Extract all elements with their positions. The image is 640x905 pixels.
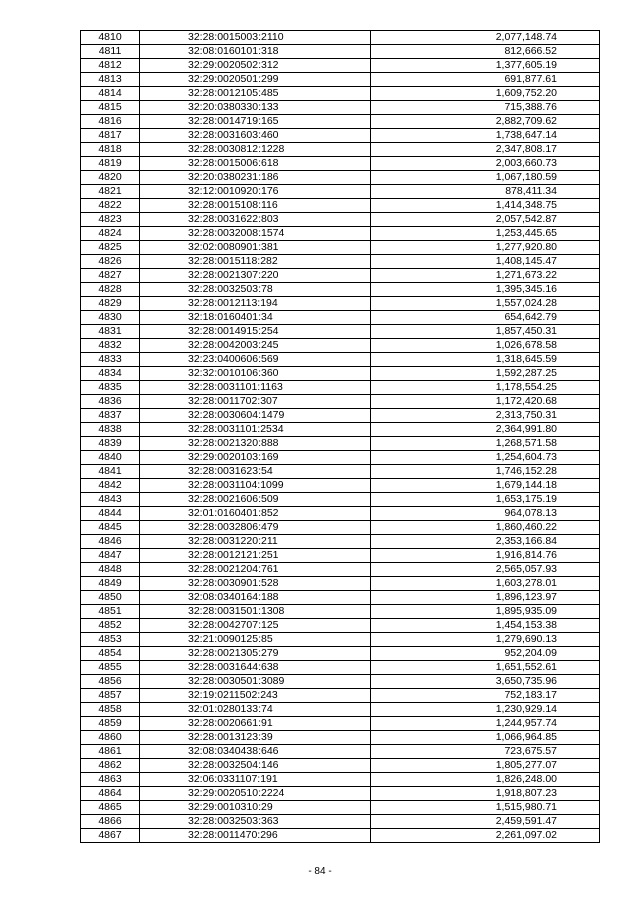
row-number: 4844 (81, 507, 140, 521)
cadastral-number: 32:12:0010920:176 (140, 185, 371, 199)
table-row (81, 745, 600, 759)
cadastral-number: 32:18:0160401:34 (140, 311, 371, 325)
table-row (81, 325, 600, 339)
cadastral-value: 2,057,542.87 (371, 213, 600, 227)
cadastral-number: 32:28:0031603:460 (140, 129, 371, 143)
cadastral-value: 1,395,345.16 (371, 283, 600, 297)
table-row (81, 283, 600, 297)
row-number: 4834 (81, 367, 140, 381)
cadastral-number: 32:28:0012121:251 (140, 549, 371, 563)
cadastral-value: 1,609,752.20 (371, 87, 600, 101)
row-number: 4857 (81, 689, 140, 703)
cadastral-value: 1,026,678.58 (371, 339, 600, 353)
cadastral-value: 2,353,166.84 (371, 535, 600, 549)
row-number: 4862 (81, 759, 140, 773)
cadastral-number: 32:28:0020661:91 (140, 717, 371, 731)
cadastral-value: 1,178,554.25 (371, 381, 600, 395)
cadastral-number: 32:28:0012105:485 (140, 87, 371, 101)
row-number: 4842 (81, 479, 140, 493)
cadastral-number: 32:28:0032806:479 (140, 521, 371, 535)
table-row (81, 185, 600, 199)
row-number: 4861 (81, 745, 140, 759)
row-number: 4817 (81, 129, 140, 143)
cadastral-value: 1,253,445.65 (371, 227, 600, 241)
cadastral-value: 1,230,929.14 (371, 703, 600, 717)
row-number: 4813 (81, 73, 140, 87)
table-row (81, 171, 600, 185)
row-number: 4812 (81, 59, 140, 73)
table-row (81, 87, 600, 101)
cadastral-number: 32:28:0021305:279 (140, 647, 371, 661)
cadastral-value: 691,877.61 (371, 73, 600, 87)
cadastral-number: 32:28:0021204:761 (140, 563, 371, 577)
cadastral-number: 32:23:0400606:569 (140, 353, 371, 367)
cadastral-value: 964,078.13 (371, 507, 600, 521)
table-row (81, 339, 600, 353)
row-number: 4846 (81, 535, 140, 549)
cadastral-value: 1,515,980.71 (371, 801, 600, 815)
table-row (81, 703, 600, 717)
cadastral-value: 3,650,735.96 (371, 675, 600, 689)
table-row (81, 493, 600, 507)
cadastral-value-table (80, 30, 600, 843)
table-row (81, 829, 600, 843)
row-number: 4810 (81, 31, 140, 45)
cadastral-value: 1,746,152.28 (371, 465, 600, 479)
table-row (81, 591, 600, 605)
cadastral-number: 32:28:0014719:165 (140, 115, 371, 129)
cadastral-number: 32:21:0090125:85 (140, 633, 371, 647)
table-row (81, 409, 600, 423)
cadastral-value: 1,895,935.09 (371, 605, 600, 619)
cadastral-value: 1,377,605.19 (371, 59, 600, 73)
cadastral-number: 32:28:0030812:1228 (140, 143, 371, 157)
cadastral-value: 1,653,175.19 (371, 493, 600, 507)
cadastral-number: 32:28:0030604:1479 (140, 409, 371, 423)
table-row (81, 717, 600, 731)
row-number: 4859 (81, 717, 140, 731)
row-number: 4830 (81, 311, 140, 325)
cadastral-value: 2,882,709.62 (371, 115, 600, 129)
cadastral-number: 32:02:0080901:381 (140, 241, 371, 255)
table-row (81, 241, 600, 255)
cadastral-value: 654,642.79 (371, 311, 600, 325)
table-row (81, 577, 600, 591)
row-number: 4850 (81, 591, 140, 605)
table-row (81, 521, 600, 535)
row-number: 4816 (81, 115, 140, 129)
cadastral-value: 878,411.34 (371, 185, 600, 199)
cadastral-number: 32:28:0014915:254 (140, 325, 371, 339)
table-row (81, 731, 600, 745)
cadastral-number: 32:08:0340438:646 (140, 745, 371, 759)
table-row (81, 801, 600, 815)
row-number: 4815 (81, 101, 140, 115)
table-row (81, 689, 600, 703)
cadastral-value: 812,666.52 (371, 45, 600, 59)
cadastral-number: 32:29:0010310:29 (140, 801, 371, 815)
cadastral-number: 32:08:0160101:318 (140, 45, 371, 59)
row-number: 4824 (81, 227, 140, 241)
cadastral-value: 2,077,148.74 (371, 31, 600, 45)
cadastral-value: 2,459,591.47 (371, 815, 600, 829)
cadastral-value: 1,557,024.28 (371, 297, 600, 311)
table-row (81, 269, 600, 283)
cadastral-number: 32:29:0020510:2224 (140, 787, 371, 801)
table-row (81, 143, 600, 157)
table-row (81, 479, 600, 493)
cadastral-value: 723,675.57 (371, 745, 600, 759)
row-number: 4837 (81, 409, 140, 423)
table-row (81, 297, 600, 311)
cadastral-number: 32:28:0032008:1574 (140, 227, 371, 241)
table-row (81, 451, 600, 465)
cadastral-value: 2,347,808.17 (371, 143, 600, 157)
row-number: 4829 (81, 297, 140, 311)
table-row (81, 45, 600, 59)
table-row (81, 675, 600, 689)
cadastral-number: 32:28:0015006:618 (140, 157, 371, 171)
cadastral-number: 32:28:0015118:282 (140, 255, 371, 269)
cadastral-number: 32:28:0042707:125 (140, 619, 371, 633)
row-number: 4826 (81, 255, 140, 269)
row-number: 4839 (81, 437, 140, 451)
cadastral-number: 32:28:0031622:803 (140, 213, 371, 227)
cadastral-number: 32:28:0021320:888 (140, 437, 371, 451)
row-number: 4811 (81, 45, 140, 59)
cadastral-number: 32:29:0020501:299 (140, 73, 371, 87)
cadastral-value: 2,003,660.73 (371, 157, 600, 171)
table-row (81, 661, 600, 675)
row-number: 4854 (81, 647, 140, 661)
row-number: 4823 (81, 213, 140, 227)
cadastral-value: 1,067,180.59 (371, 171, 600, 185)
row-number: 4841 (81, 465, 140, 479)
table-row (81, 115, 600, 129)
cadastral-value: 1,277,920.80 (371, 241, 600, 255)
row-number: 4818 (81, 143, 140, 157)
cadastral-value: 1,592,287.25 (371, 367, 600, 381)
cadastral-number: 32:28:0015003:2110 (140, 31, 371, 45)
cadastral-number: 32:08:0340164:188 (140, 591, 371, 605)
row-number: 4827 (81, 269, 140, 283)
cadastral-number: 32:28:0013123:39 (140, 731, 371, 745)
cadastral-value: 1,268,571.58 (371, 437, 600, 451)
cadastral-number: 32:28:0030901:528 (140, 577, 371, 591)
row-number: 4845 (81, 521, 140, 535)
cadastral-value: 1,279,690.13 (371, 633, 600, 647)
table-row (81, 633, 600, 647)
table-row (81, 773, 600, 787)
row-number: 4828 (81, 283, 140, 297)
cadastral-number: 32:28:0012113:194 (140, 297, 371, 311)
table-row (81, 507, 600, 521)
cadastral-number: 32:28:0032504:146 (140, 759, 371, 773)
row-number: 4821 (81, 185, 140, 199)
row-number: 4863 (81, 773, 140, 787)
row-number: 4822 (81, 199, 140, 213)
row-number: 4849 (81, 577, 140, 591)
cadastral-value: 1,826,248.00 (371, 773, 600, 787)
row-number: 4864 (81, 787, 140, 801)
table-row (81, 423, 600, 437)
cadastral-value: 1,414,348.75 (371, 199, 600, 213)
cadastral-value: 715,388.76 (371, 101, 600, 115)
cadastral-number: 32:20:0380330:133 (140, 101, 371, 115)
table-row (81, 437, 600, 451)
row-number: 4832 (81, 339, 140, 353)
row-number: 4833 (81, 353, 140, 367)
table-row (81, 59, 600, 73)
row-number: 4831 (81, 325, 140, 339)
row-number: 4825 (81, 241, 140, 255)
table-row (81, 619, 600, 633)
cadastral-value: 1,738,647.14 (371, 129, 600, 143)
cadastral-number: 32:01:0280133:74 (140, 703, 371, 717)
row-number: 4843 (81, 493, 140, 507)
cadastral-number: 32:28:0021307:220 (140, 269, 371, 283)
table-row (81, 31, 600, 45)
cadastral-number: 32:28:0042003:245 (140, 339, 371, 353)
cadastral-value: 1,857,450.31 (371, 325, 600, 339)
table-row (81, 73, 600, 87)
row-number: 4858 (81, 703, 140, 717)
cadastral-value: 1,805,277.07 (371, 759, 600, 773)
row-number: 4819 (81, 157, 140, 171)
table-row (81, 367, 600, 381)
table-row (81, 395, 600, 409)
row-number: 4848 (81, 563, 140, 577)
table-row (81, 549, 600, 563)
row-number: 4836 (81, 395, 140, 409)
cadastral-number: 32:28:0011702:307 (140, 395, 371, 409)
table-row (81, 353, 600, 367)
cadastral-number: 32:28:0031220:211 (140, 535, 371, 549)
cadastral-value: 1,172,420.68 (371, 395, 600, 409)
cadastral-value: 1,066,964.85 (371, 731, 600, 745)
cadastral-value: 952,204.09 (371, 647, 600, 661)
row-number: 4856 (81, 675, 140, 689)
row-number: 4865 (81, 801, 140, 815)
row-number: 4847 (81, 549, 140, 563)
cadastral-number: 32:28:0011470:296 (140, 829, 371, 843)
cadastral-number: 32:28:0031623:54 (140, 465, 371, 479)
cadastral-value: 1,271,673.22 (371, 269, 600, 283)
cadastral-number: 32:32:0010106:360 (140, 367, 371, 381)
cadastral-value: 1,254,604.73 (371, 451, 600, 465)
table-row (81, 157, 600, 171)
cadastral-value: 1,651,552.61 (371, 661, 600, 675)
cadastral-value: 1,860,460.22 (371, 521, 600, 535)
table-row (81, 535, 600, 549)
cadastral-number: 32:28:0031644:638 (140, 661, 371, 675)
row-number: 4867 (81, 829, 140, 843)
cadastral-number: 32:28:0031101:1163 (140, 381, 371, 395)
cadastral-number: 32:28:0032503:363 (140, 815, 371, 829)
cadastral-value: 1,918,807.23 (371, 787, 600, 801)
row-number: 4855 (81, 661, 140, 675)
cadastral-number: 32:28:0030501:3089 (140, 675, 371, 689)
table-row (81, 199, 600, 213)
cadastral-number: 32:20:0380231:186 (140, 171, 371, 185)
cadastral-number: 32:28:0032503:78 (140, 283, 371, 297)
table-row (81, 255, 600, 269)
cadastral-number: 32:28:0031101:2534 (140, 423, 371, 437)
cadastral-number: 32:28:0021606:509 (140, 493, 371, 507)
table-row (81, 787, 600, 801)
cadastral-value: 1,318,645.59 (371, 353, 600, 367)
table-row (81, 605, 600, 619)
table-body (81, 31, 600, 843)
table-row (81, 815, 600, 829)
cadastral-value: 752,183.17 (371, 689, 600, 703)
table-row (81, 129, 600, 143)
cadastral-number: 32:29:0020103:169 (140, 451, 371, 465)
cadastral-value: 2,364,991.80 (371, 423, 600, 437)
cadastral-value: 1,896,123.97 (371, 591, 600, 605)
cadastral-value: 1,916,814.76 (371, 549, 600, 563)
row-number: 4852 (81, 619, 140, 633)
cadastral-number: 32:06:0331107:191 (140, 773, 371, 787)
table-row (81, 647, 600, 661)
cadastral-number: 32:28:0015108:116 (140, 199, 371, 213)
table-row (81, 101, 600, 115)
cadastral-number: 32:01:0160401:852 (140, 507, 371, 521)
cadastral-value: 1,603,278.01 (371, 577, 600, 591)
table-row (81, 759, 600, 773)
row-number: 4840 (81, 451, 140, 465)
table-row (81, 227, 600, 241)
table-row (81, 563, 600, 577)
table-row (81, 311, 600, 325)
row-number: 4814 (81, 87, 140, 101)
cadastral-value: 1,244,957.74 (371, 717, 600, 731)
table-row (81, 213, 600, 227)
cadastral-value: 1,454,153.38 (371, 619, 600, 633)
row-number: 4860 (81, 731, 140, 745)
row-number: 4851 (81, 605, 140, 619)
cadastral-number: 32:29:0020502:312 (140, 59, 371, 73)
cadastral-number: 32:28:0031104:1099 (140, 479, 371, 493)
table-row (81, 465, 600, 479)
cadastral-value: 2,313,750.31 (371, 409, 600, 423)
cadastral-number: 32:28:0031501:1308 (140, 605, 371, 619)
row-number: 4835 (81, 381, 140, 395)
cadastral-value: 2,565,057.93 (371, 563, 600, 577)
cadastral-number: 32:19:0211502:243 (140, 689, 371, 703)
table-row (81, 381, 600, 395)
cadastral-value: 1,408,145.47 (371, 255, 600, 269)
row-number: 4838 (81, 423, 140, 437)
cadastral-value: 2,261,097.02 (371, 829, 600, 843)
row-number: 4866 (81, 815, 140, 829)
row-number: 4853 (81, 633, 140, 647)
page-number: - 84 - (308, 866, 332, 877)
cadastral-value: 1,679,144.18 (371, 479, 600, 493)
row-number: 4820 (81, 171, 140, 185)
